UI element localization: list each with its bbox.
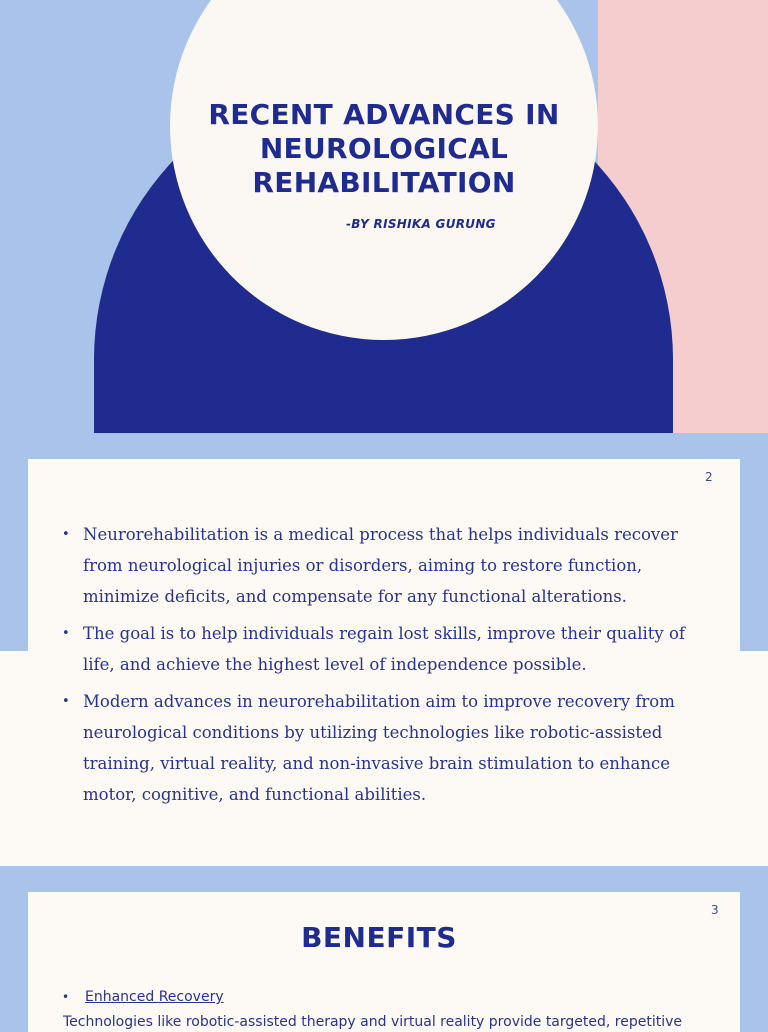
list-item [62, 686, 717, 810]
bullet-text: Modern advances in neurorehabilitation aim to improve recovery from neurological conditions by utilizing technologies like robotic-assisted training, virtual reality, and non-invasive brain stimulation to enhance motor, cognitive, and functional abilities. [83, 692, 675, 804]
presentation-author: -BY RISHIKA GURUNG [346, 217, 496, 231]
benefits-slide-card [28, 892, 740, 1032]
list-item [62, 618, 717, 680]
bullet-dot-icon: • [62, 990, 70, 1004]
benefit-description: Technologies like robotic-assisted therapy and virtual reality provide targeted, repetitive [63, 1014, 683, 1030]
presentation-title: RECENT ADVANCES IN NEUROLOGICAL REHABILITATION [208, 98, 560, 199]
title-slide [0, 0, 768, 433]
bullet-dot-icon: • [62, 626, 70, 641]
list-item [62, 519, 717, 612]
bullet-dot-icon: • [62, 694, 70, 709]
intro-bullet-list [62, 519, 717, 816]
title-block [170, 0, 598, 340]
slide-page-number: 2 [705, 470, 713, 484]
benefits-heading: BENEFITS [301, 921, 457, 954]
benefit-item [62, 989, 224, 1005]
bullet-dot-icon: • [62, 527, 70, 542]
bullet-text: Neurorehabilitation is a medical process that helps individuals recover from neurological injuries or disorders, aiming to restore function, minimize deficits, and compensate for any functional alterations. [83, 525, 678, 606]
bullet-text: The goal is to help individuals regain lost skills, improve their quality of life, and achieve the highest level of independence possible. [83, 624, 686, 674]
slide-page-number: 3 [711, 903, 719, 917]
benefit-label-link[interactable]: Enhanced Recovery [85, 989, 224, 1005]
